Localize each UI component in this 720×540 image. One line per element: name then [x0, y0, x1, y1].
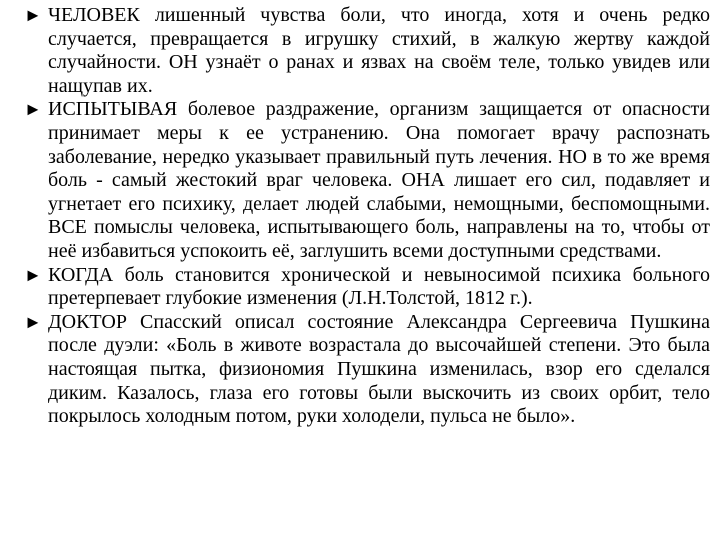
bullet-arrow-icon: ► — [24, 311, 42, 332]
paragraph-doctor-spassky — [24, 311, 710, 429]
paragraph-pain-protection — [24, 98, 710, 263]
paragraph-chronic-pain — [24, 264, 710, 311]
bullet-arrow-icon: ► — [24, 99, 42, 120]
bullet-arrow-icon: ► — [24, 5, 42, 25]
paragraph-text: КОГДА боль становится хронической и невыносимой психика больного претерпевает глубокие изменения (Л.Н.Толстой, 1812 г.). — [48, 263, 710, 310]
bullet-arrow-icon: ► — [24, 264, 42, 285]
paragraph-text: ЧЕЛОВЕК лишенный чувства боли, что иногда, хотя и очень редко случается, превращается в игрушку стихий, в жалкую жертву каждой случайности. ОН узнаёт о ранах и язвах на своём теле, только увидев или нащупав их. — [48, 4, 710, 97]
paragraph-text: ДОКТОР Спасский описал состояние Александра Сергеевича Пушкина после дуэли: «Боль в животе возрастала до высочайшей степени. Это была настоящая пытка, физиономия Пушкина изменилась, взор его сделался диким. Казалось, глаза его готовы были выскочить из своих орбит, тело покрылось холодным потом, руки холодели, пульса не было». — [48, 310, 710, 428]
paragraph-text: ИСПЫТЫВАЯ болевое раздражение, организм защищается от опасности принимает меры к ее устранению. Она помогает врачу распознать заболевание, нередко указывает правильный путь лечения. НО в то же время боль - самый жестокий враг человека. ОНА лишает его сил, подавляет и угнетает его психику, делает людей слабыми, немощными, беспомощными. ВСЕ помыслы человека, испытывающего боль, направлены на то, чтобы от неё избавиться успокоить её, заглушить всеми доступными средствами. — [48, 98, 710, 262]
paragraph-no-pain — [24, 4, 710, 98]
